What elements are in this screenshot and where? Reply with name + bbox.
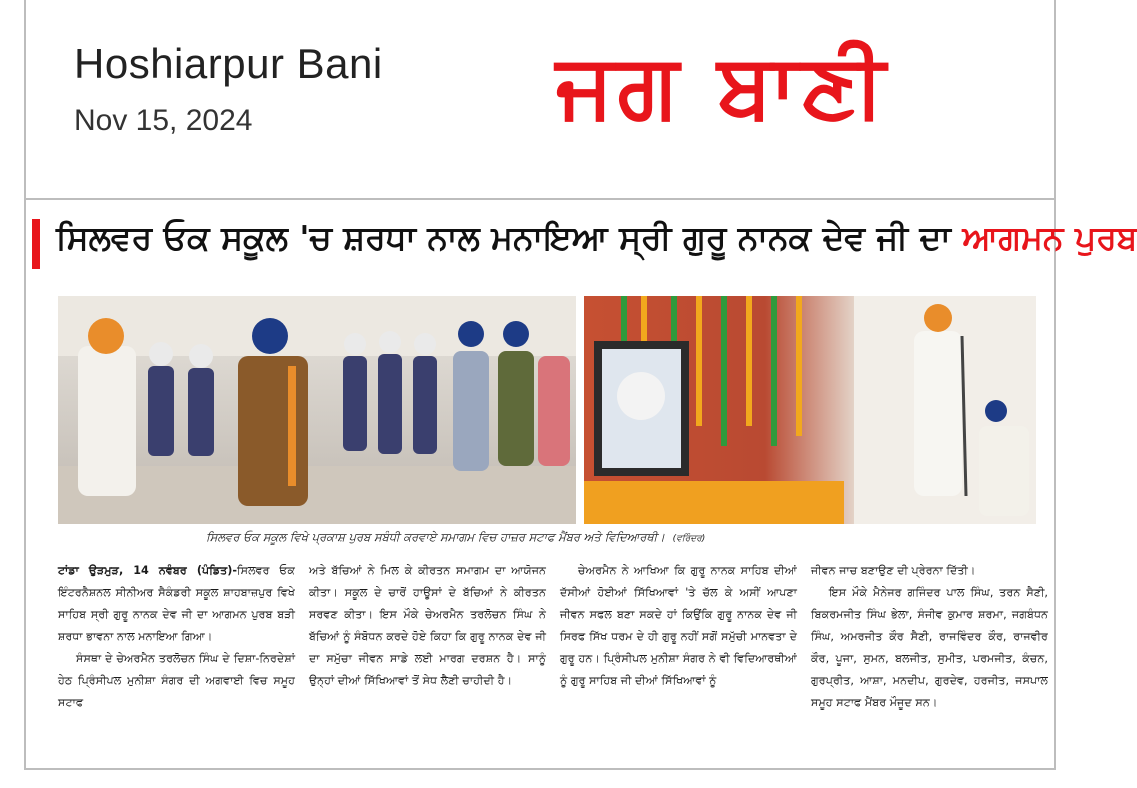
column-1-paragraph-2: ਸੰਸਥਾ ਦੇ ਚੇਅਰਮੈਨ ਤਰਲੋਚਨ ਸਿੰਘ ਦੇ ਦਿਸ਼ਾ-ਨਿਰਦੇਸ਼ਾਂ ਹੇਠ ਪ੍ਰਿੰਸੀਪਲ ਮੁਨੀਸ਼ਾ ਸੰਗਰ ਦੀ ਅਗਵਾਈ ਵਿਚ ਸਮੂਹ ਸਟਾਫ bbox=[58, 652, 295, 709]
headline-marker bbox=[32, 219, 40, 269]
masthead bbox=[26, 0, 1056, 200]
photo-portrait-speaker bbox=[584, 296, 1036, 524]
photo-illustration bbox=[58, 296, 576, 524]
article-headline bbox=[56, 218, 1137, 258]
caption-text: ਸਿਲਵਰ ਓਕ ਸਕੂਲ ਵਿਖੇ ਪ੍ਰਕਾਸ਼ ਪੁਰਬ ਸਬੰਧੀ ਕਰਵਾਏ ਸਮਾਗਮ ਵਿਚ ਹਾਜ਼ਰ ਸਟਾਫ ਮੈਂਬਰ ਅਤੇ ਵਿਦਿਆਰਥੀ। bbox=[206, 530, 665, 544]
source-name: Hoshiarpur Bani bbox=[74, 40, 383, 87]
publication-date: Nov 15, 2024 bbox=[74, 104, 253, 137]
dateline: ਟਾਂਡਾ ਉੜਮੁੜ, 14 ਨਵੰਬਰ (ਪੰਡਿਤ)- bbox=[58, 564, 238, 577]
photo-caption bbox=[206, 530, 705, 545]
photo-illustration-2 bbox=[584, 296, 1036, 524]
article-column-2 bbox=[309, 560, 546, 714]
headline-main: ਸਿਲਵਰ ਓਕ ਸਕੂਲ 'ਚ ਸ਼ਰਧਾ ਨਾਲ ਮਨਾਇਆ ਸ੍ਰੀ ਗੁਰੂ ਨਾਨਕ ਦੇਵ ਜੀ ਦਾ bbox=[56, 218, 951, 257]
article-body bbox=[58, 560, 1050, 714]
photo-students-assembly bbox=[58, 296, 576, 524]
column-4-paragraph-1: ਜੀਵਨ ਜਾਚ ਬਣਾਉਣ ਦੀ ਪ੍ਰੇਰਨਾ ਦਿੱਤੀ। bbox=[811, 564, 976, 577]
article-column-3 bbox=[560, 560, 797, 714]
column-3-paragraph-1: ਚੇਅਰਮੈਨ ਨੇ ਆਖਿਆ ਕਿ ਗੁਰੂ ਨਾਨਕ ਸਾਹਿਬ ਦੀਆਂ ਦੱਸੀਆਂ ਹੋਈਆਂ ਸਿੱਖਿਆਵਾਂ 'ਤੇ ਚੱਲ ਕੇ ਅਸੀਂ ਆਪਣਾ ਜੀਵਨ ਸਫਲ ਬਣਾ ਸਕਦੇ ਹਾਂ ਕਿਉਂਕਿ ਗੁਰੂ ਨਾਨਕ ਦੇਵ ਜੀ ਸਿਰਫ ਸਿੱਖ ਧਰਮ ਦੇ ਹੀ ਗੁਰੂ ਨਹੀਂ ਸਗੋਂ ਸਮੁੱਚੀ ਮਾਨਵਤਾ ਦੇ ਗੁਰੂ ਹਨ। ਪ੍ਰਿੰਸੀਪਲ ਮੁਨੀਸ਼ਾ ਸੰਗਰ ਨੇ ਵੀ ਵਿਦਿਆਰਥੀਆਂ ਨੂੰ ਗੁਰੂ ਸਾਹਿਬ ਜੀ ਦੀਆਂ ਸਿੱਖਿਆਵਾਂ ਨੂੰ bbox=[560, 564, 797, 687]
article-column-4 bbox=[811, 560, 1048, 714]
headline-accent: ਆਗਮਨ ਪੁਰਬ bbox=[962, 218, 1137, 257]
clipping-frame bbox=[24, 0, 1137, 770]
article-column-1 bbox=[58, 560, 295, 714]
column-1-paragraph-1: ਟਾਂਡਾ ਉੜਮੁੜ, 14 ਨਵੰਬਰ (ਪੰਡਿਤ)-ਸਿਲਵਰ ਓਕ ਇੰਟਰਨੈਸ਼ਨਲ ਸੀਨੀਅਰ ਸੈਕੰਡਰੀ ਸਕੂਲ ਸ਼ਾਹਬਾਜ਼ਪੁਰ ਵਿਖੇ ਸਾਹਿਬ ਸ੍ਰੀ ਗੁਰੂ ਨਾਨਕ ਦੇਵ ਜੀ ਦਾ ਆਗਮਨ ਪੁਰਬ ਬੜੀ ਸ਼ਰਧਾ ਭਾਵਨਾ ਨਾਲ ਮਨਾਇਆ ਗਿਆ। bbox=[58, 564, 295, 643]
caption-credit: (ਵਰਿੰਦਰ) bbox=[672, 534, 706, 544]
column-2-paragraph-1: ਅਤੇ ਬੱਚਿਆਂ ਨੇ ਮਿਲ ਕੇ ਕੀਰਤਨ ਸਮਾਗਮ ਦਾ ਆਯੋਜਨ ਕੀਤਾ। ਸਕੂਲ ਦੇ ਚਾਰੋਂ ਹਾਊਸਾਂ ਦੇ ਬੱਚਿਆਂ ਨੇ ਕੀਰਤਨ ਸਰਵਣ ਕੀਤਾ। ਇਸ ਮੌਕੇ ਚੇਅਰਮੈਨ ਤਰਲੋਚਨ ਸਿੰਘ ਨੇ ਬੱਚਿਆਂ ਨੂੰ ਸੰਬੋਧਨ ਕਰਦੇ ਹੋਏ ਕਿਹਾ ਕਿ ਗੁਰੂ ਨਾਨਕ ਦੇਵ ਜੀ ਦਾ ਸਮੁੱਚਾ ਜੀਵਨ ਸਾਡੇ ਲਈ ਮਾਰਗ ਦਰਸ਼ਨ ਹੈ। ਸਾਨੂੰ ਉਨ੍ਹਾਂ ਦੀਆਂ ਸਿੱਖਿਆਵਾਂ ਤੋਂ ਸੇਧ ਲੈਣੀ ਚਾਹੀਦੀ ਹੈ। bbox=[309, 564, 546, 687]
column-4-paragraph-2: ਇਸ ਮੌਕੇ ਮੈਨੇਜਰ ਗਜਿੰਦਰ ਪਾਲ ਸਿੰਘ, ਤਰਨ ਸੈਣੀ, ਬਿਕਰਮਜੀਤ ਸਿੰਘ ਭੇਲਾ, ਸੰਜੀਵ ਕੁਮਾਰ ਸ਼ਰਮਾ, ਜਗਬੰਧਨ ਸਿੰਘ, ਅਮਰਜੀਤ ਕੌਰ ਸੈਣੀ, ਰਾਜਵਿੰਦਰ ਕੌਰ, ਰਾਜਵੀਰ ਕੌਰ, ਪੂਜਾ, ਸੁਮਨ, ਬਲਜੀਤ, ਸੁਮੀਤ, ਪਰਮਜੀਤ, ਕੰਚਨ, ਗੁਰਪ੍ਰੀਤ, ਆਸ਼ਾ, ਮਨਦੀਪ, ਗੁਰਦੇਵ, ਹਰਜੀਤ, ਜਸਪਾਲ ਸਮੂਹ ਸਟਾਫ ਮੈਂਬਰ ਮੌਜੂਦ ਸਨ। bbox=[811, 586, 1048, 709]
newspaper-logo: ਜਗ ਬਾਣੀ bbox=[556, 34, 890, 137]
